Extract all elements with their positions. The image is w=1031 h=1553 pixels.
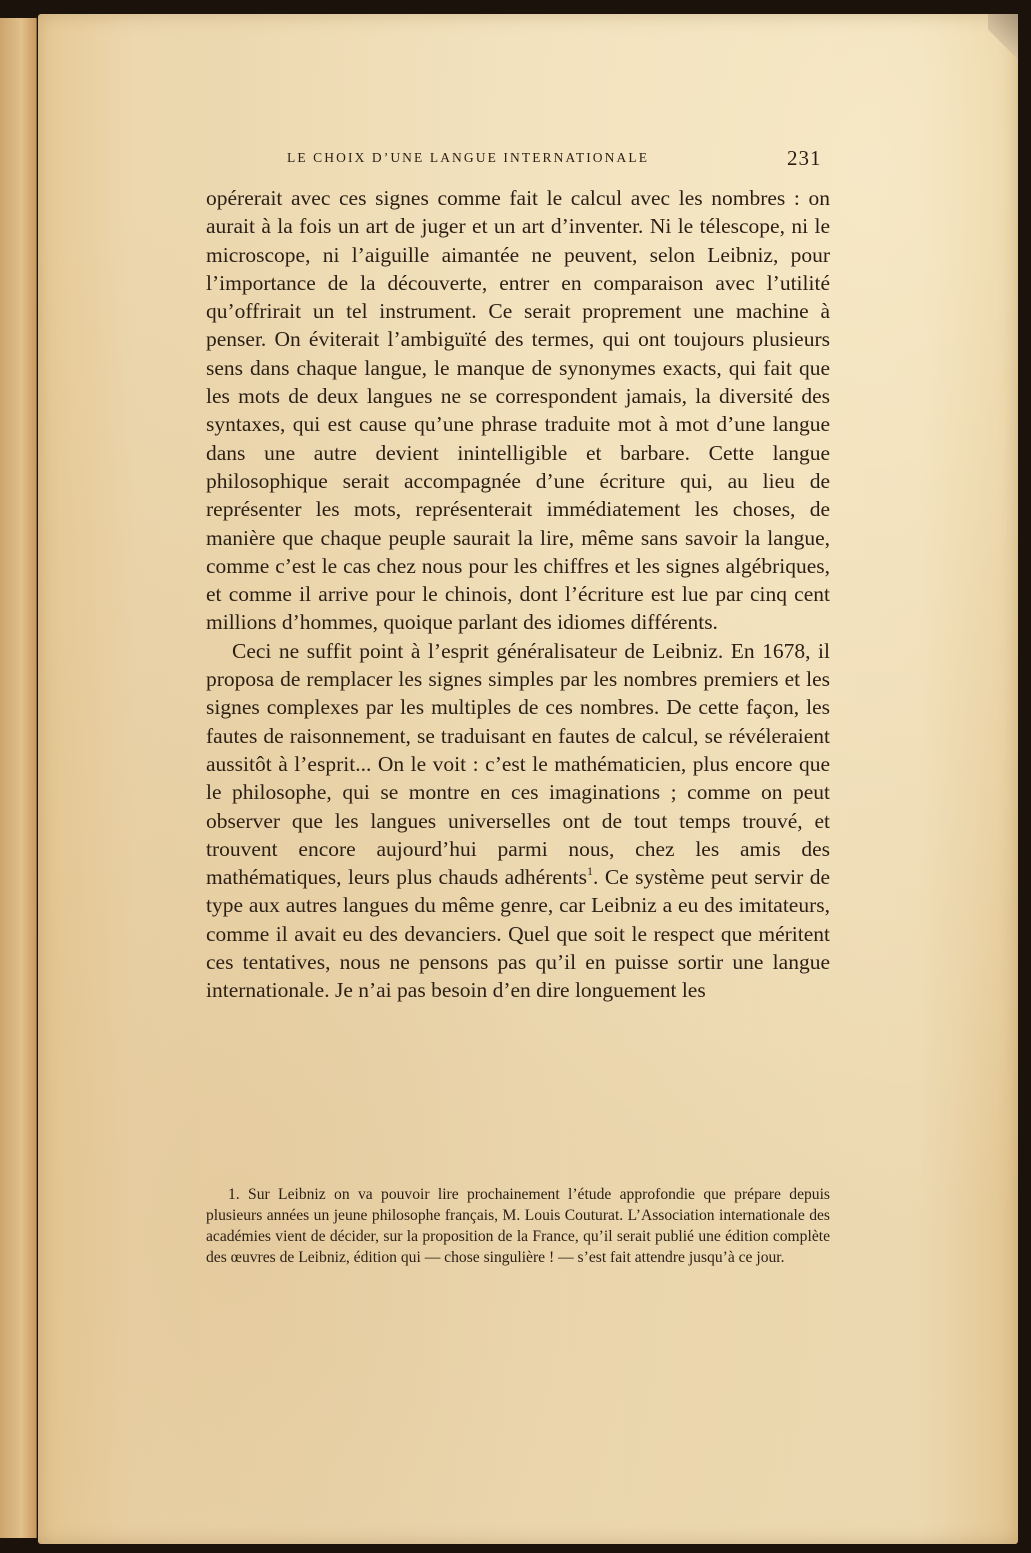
footnote-reference: 1 [587,864,594,879]
paragraph-text: Ceci ne suffit point à l’esprit généralisateur de Leibniz. En 1678, il proposa de remplacer les signes simples par les nombres premiers et les signes complexes par les multiples de ces nombres. De cette façon, les fautes de raisonnement, se traduisant en fautes de calcul, se révéleraient aussitôt à l’esprit... On le voit : c’est le mathématicien, plus encore que le philosophe, qui se montre en ces imaginations ; comme on peut observer que les langues universelles ont de tout temps trouvé, et trouvent encore aujourd’hui parmi nous, chez les amis des mathématiques, leurs plus chauds adhérents [206,638,830,890]
paragraph [206,637,830,1005]
previous-page-edge [0,18,37,1538]
paragraph-text-continued: . Ce système peut servir de type aux autres langues du même genre, car Leibniz a eu des imitateurs, comme il avait eu des devanciers. Quel que soit le respect que méritent ces tentatives, nous ne pensons pas qu’il en puisse sortir une langue internationale. Je n’ai pas besoin d’en dire longuement les [206,865,830,1003]
page-header [287,146,847,170]
body-text [206,184,830,1005]
footnote: 1. Sur Leibniz on va pouvoir lire prochainement l’étude approfondie que prépare depuis plusieurs années un jeune philosophe français, M. Louis Couturat. L’Association internationale des académies vient de décider, sur la proposition de la France, qu’il serait publié une édition complète des œuvres de Leibniz, édition qui — chose singulière ! — s’est fait attendre jusqu’à ce jour. [206,1186,830,1266]
page-number: 231 [787,146,822,170]
running-title: LE CHOIX D’UNE LANGUE INTERNATIONALE [287,150,650,165]
paragraph: opérerait avec ces signes comme fait le calcul avec les nombres : on aurait à la fois un art de juger et un art d’inventer. Ni le télescope, ni le microscope, ni l’aiguille aimantée ne peuvent, selon Leibniz, pour l’importance de la découverte, entrer en comparaison avec l’utilité qu’offrirait un tel instrument. Ce serait proprement une machine à penser. On éviterait l’ambiguïté des termes, qui ont toujours plusieurs sens dans chaque langue, le manque de synonymes exacts, qui fait que les mots de deux langues ne se correspondent jamais, la diversité des syntaxes, qui est cause qu’une phrase traduite mot à mot d’une langue dans une autre devient inintelligible et barbare. Cette langue philosophique serait accompagnée d’une écriture qui, au lieu de représenter les mots, représenterait immédiatement les choses, de manière que chaque peuple saurait la lire, même sans savoir la langue, comme c’est le cas chez nous pour les chiffres et les signes algébriques, et comme il arrive pour le chinois, dont l’écriture est lue par cinq cent millions d’hommes, quoique parlant des idiomes différents. [206,186,830,635]
